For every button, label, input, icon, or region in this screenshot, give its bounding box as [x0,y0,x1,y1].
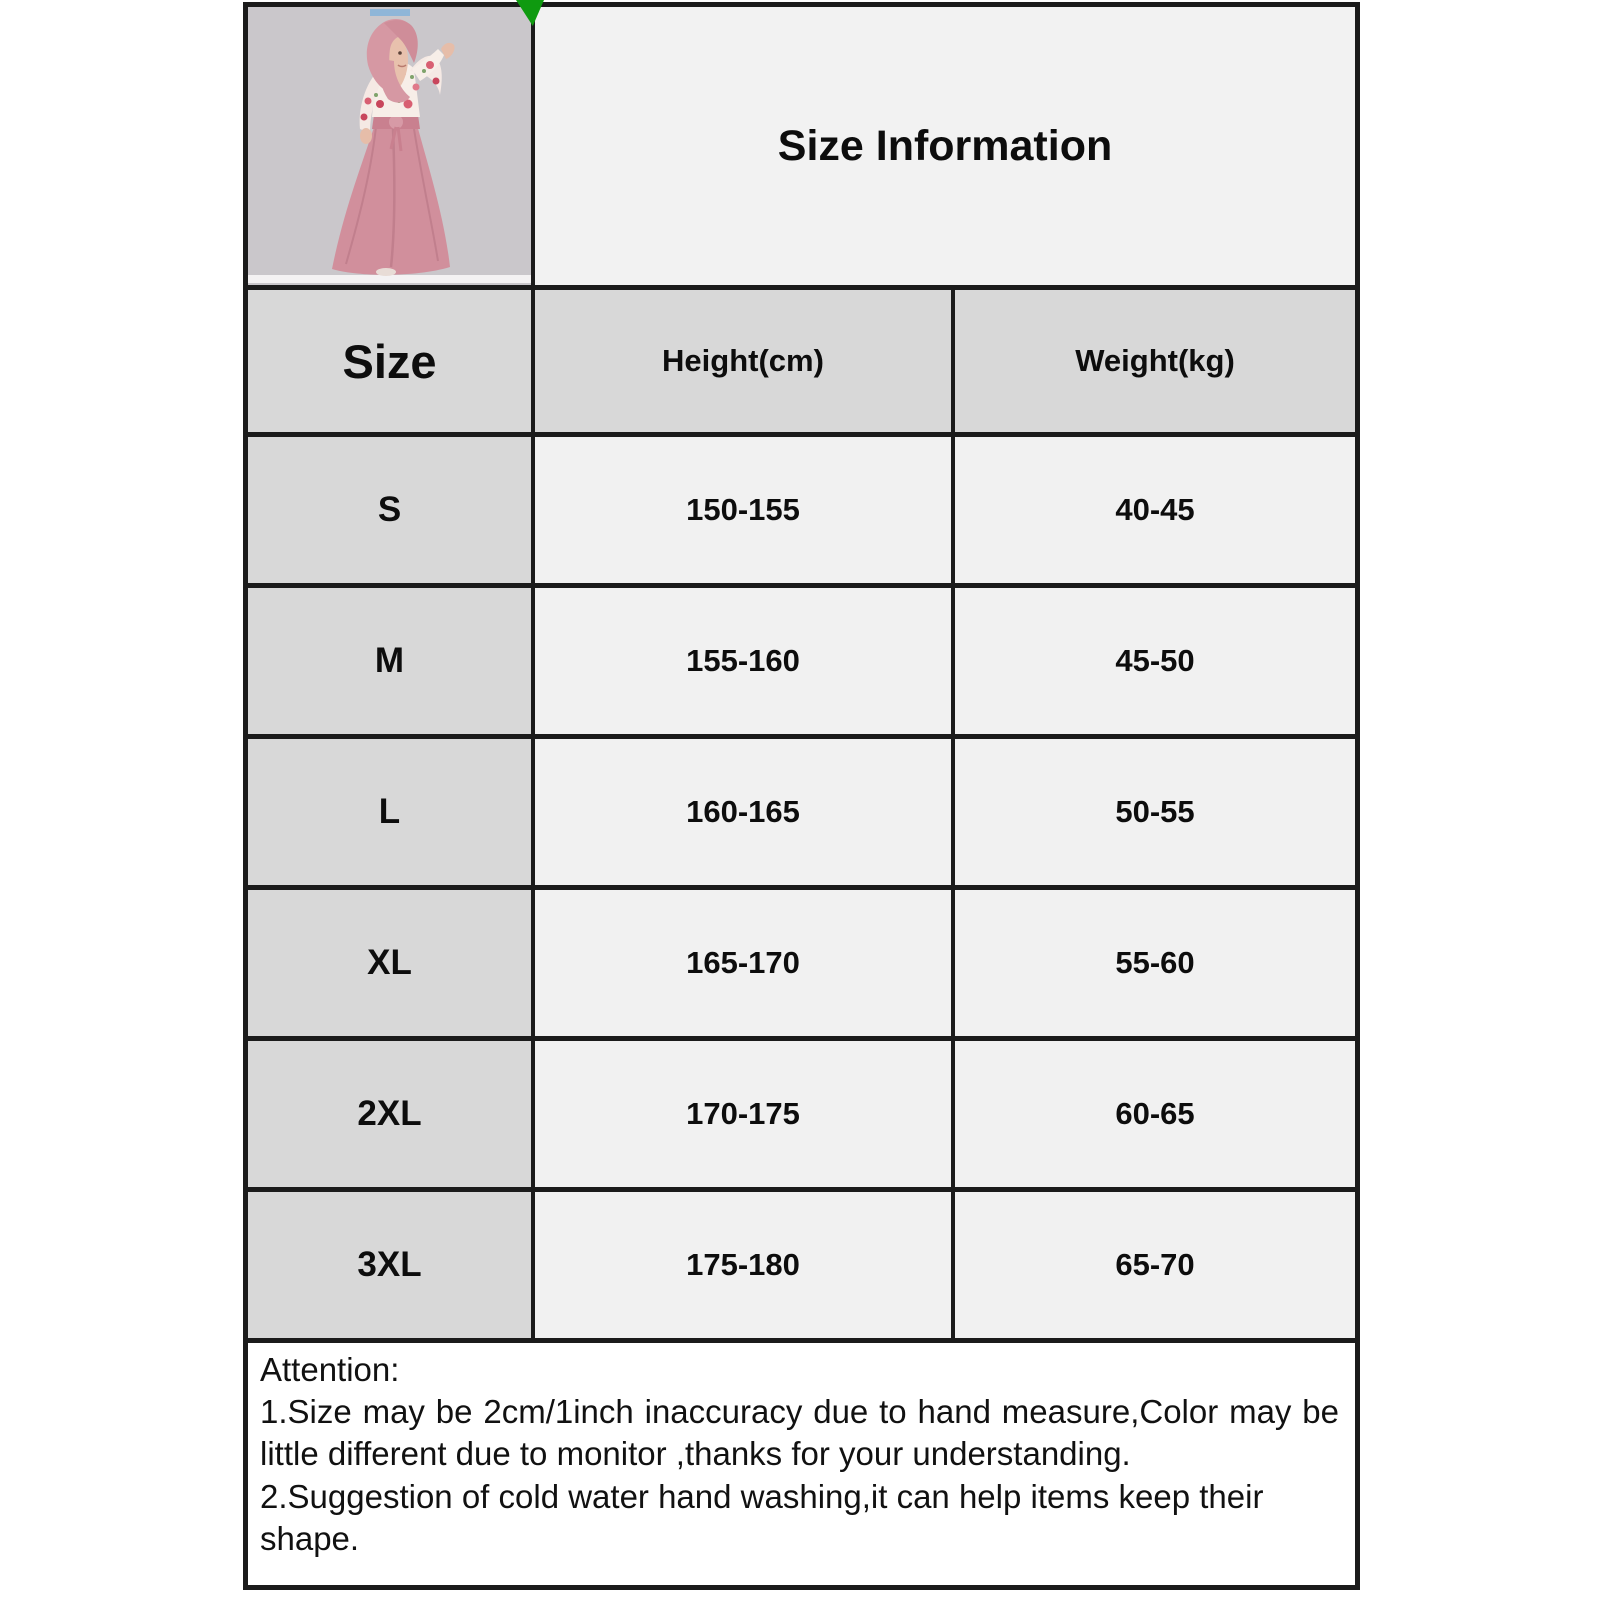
weight-value: 60-65 [955,1041,1355,1192]
weight-value: 65-70 [955,1192,1355,1343]
size-label: XL [248,890,535,1041]
size-label: S [248,437,535,588]
height-value: 165-170 [535,890,955,1041]
size-label: L [248,739,535,890]
attention-note [248,1343,1355,1585]
attention-heading: Attention: [260,1351,400,1388]
height-value: 170-175 [535,1041,955,1192]
height-value: 155-160 [535,588,955,739]
height-value: 150-155 [535,437,955,588]
header-weight: Weight(kg) [955,290,1355,437]
product-photo [248,7,535,285]
header-height: Height(cm) [535,290,955,437]
size-label: 3XL [248,1192,535,1343]
size-chart-sheet [243,2,1360,1590]
height-value: 160-165 [535,739,955,890]
attention-note-2: 2.Suggestion of cold water hand washing,it can help items keep their shape. [260,1477,1264,1557]
table-header-row [248,290,1355,437]
weight-value: 55-60 [955,890,1355,1041]
title-cell [535,7,1355,285]
size-label: M [248,588,535,739]
weight-value: 45-50 [955,588,1355,739]
table-body [248,437,1355,1343]
size-label: 2XL [248,1041,535,1192]
header-size: Size [248,290,535,437]
top-row [248,7,1355,290]
page-title: Size Information [777,121,1113,170]
height-value: 175-180 [535,1192,955,1343]
model-illustration [248,7,531,285]
attention-note-1: 1.Size may be 2cm/1inch inaccuracy due to hand measure,Color may be little different due to monitor ,thanks for your understanding. [260,1393,1339,1473]
weight-value: 50-55 [955,739,1355,890]
weight-value: 40-45 [955,437,1355,588]
